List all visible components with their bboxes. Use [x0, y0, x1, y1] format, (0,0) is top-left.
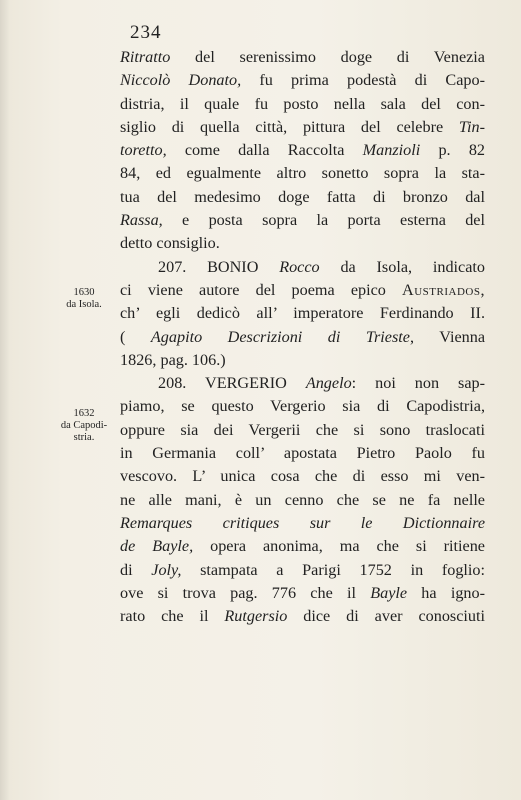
text-segment: distria, il quale fu posto nella sala del con-: [120, 94, 485, 113]
text-line: [120, 349, 485, 372]
text-line-content: [120, 326, 485, 349]
text-segment: ha igno-: [407, 583, 485, 602]
text-line-content: [120, 419, 485, 442]
text-segment: piamo, se questo Vergerio sia di Capodistria,: [120, 397, 485, 416]
text-line: [120, 442, 485, 465]
text-line-content: [120, 302, 485, 325]
text-line: [120, 372, 485, 395]
text-line: [120, 512, 485, 535]
italic-segment: Remarques critiques sur le Dictionnaire: [120, 513, 485, 532]
italic-segment: Bayle: [370, 583, 408, 602]
text-line-content: [120, 442, 485, 465]
text-line: [120, 116, 485, 139]
text-line: [120, 465, 485, 488]
italic-segment: Agapito Descrizioni di Trieste: [150, 327, 410, 346]
text-line: [120, 186, 485, 209]
italic-segment: Tin-: [458, 117, 485, 136]
italic-segment: Rocco: [279, 257, 320, 276]
text-line-content: [120, 139, 485, 162]
text-line: [120, 279, 485, 302]
margin-note-1632: [48, 408, 120, 444]
text-segment: di: [120, 560, 152, 579]
text-line: [120, 232, 485, 255]
text-line-content: [120, 116, 485, 139]
italic-segment: Manzioli: [362, 141, 421, 160]
text-line: [120, 46, 485, 69]
text-line-content: [120, 186, 485, 209]
italic-segment: Niccolò Donato,: [120, 71, 242, 90]
text-line-content: [158, 256, 485, 279]
text-line-content: [120, 395, 485, 418]
margin-note-year: 1632: [73, 408, 95, 419]
text-line: [120, 489, 485, 512]
text-line-content: [120, 46, 485, 69]
margin-note-place: da Capodi-: [60, 420, 108, 431]
text-line: [120, 69, 485, 92]
text-segment: (: [120, 327, 151, 346]
text-segment: rato che il: [120, 607, 225, 626]
text-segment: come dalla Raccolta: [166, 141, 363, 160]
text-segment: detto consiglio.: [120, 234, 220, 253]
text-segment: 208. VERGERIO: [158, 374, 306, 393]
text-line-content: [158, 372, 485, 395]
italic-segment: Rassa,: [120, 211, 163, 230]
text-line-content: [120, 559, 485, 582]
margin-note-place-cont: stria.: [73, 432, 95, 443]
italic-segment: toretto,: [120, 141, 167, 160]
text-line: [120, 582, 485, 605]
text-segment: 1826, pag. 106.): [120, 350, 226, 369]
margin-note-1630: [48, 287, 120, 311]
text-segment: ove si trova pag. 776 che il: [120, 583, 371, 602]
text-line: [120, 302, 485, 325]
text-line-content: [120, 512, 485, 535]
text-line: [120, 559, 485, 582]
text-line-content: [120, 349, 226, 372]
text-line-content: [120, 69, 485, 92]
margin-note-year: 1630: [73, 287, 95, 298]
text-segment: p. 82: [420, 141, 486, 160]
italic-segment: Rutgersio: [224, 607, 288, 626]
text-segment: da Isola, indicato: [319, 257, 486, 276]
text-line-content: [120, 489, 485, 512]
italic-segment: de Bayle,: [120, 537, 194, 556]
italic-segment: Angelo: [305, 374, 352, 393]
text-line: [120, 139, 485, 162]
text-segment: 84, ed egualmente altro sonetto sopra la sta-: [120, 164, 485, 183]
text-segment: in Germania coll’ apostata Pietro Paolo fu: [120, 444, 485, 463]
text-line-content: [120, 535, 485, 558]
text-line-content: [120, 209, 485, 232]
text-line-content: [120, 465, 485, 488]
page-fold-shadow: [0, 0, 10, 800]
text-line: [120, 535, 485, 558]
text-line-content: [120, 279, 485, 302]
text-segment: oppure sia dei Vergerii che si sono traslocati: [120, 420, 485, 439]
text-segment: : noi non sap-: [351, 374, 486, 393]
italic-segment: Ritratto: [120, 48, 171, 66]
text-line: [120, 256, 485, 279]
text-segment: dice di aver conosciuti: [287, 607, 485, 626]
text-segment: 207. BONIO: [158, 257, 280, 276]
text-segment: del serenissimo doge di Venezia: [170, 48, 485, 66]
text-segment: stampata a Parigi 1752 in foglio:: [181, 560, 486, 579]
page-number: 234: [130, 22, 162, 43]
text-line: [120, 326, 485, 349]
text-line-content: [120, 93, 485, 116]
text-segment: , Vienna: [409, 327, 486, 346]
text-segment: opera anonima, ma che si ritiene: [193, 537, 485, 556]
text-segment: tua del medesimo doge fatta di bronzo dal: [120, 187, 485, 206]
text-segment: ne alle mani, è un cenno che se ne fa nelle: [120, 490, 485, 509]
text-segment: siglio di quella città, pittura del celebre: [120, 117, 459, 136]
text-line: [120, 93, 485, 116]
text-line: [120, 419, 485, 442]
text-line-content: [120, 605, 485, 628]
text-line: [120, 395, 485, 418]
text-segment: ch’ egli dedicò all’ imperatore Ferdinando II.: [120, 304, 485, 323]
small-caps-segment: Austriados,: [402, 280, 485, 299]
bleed-through-mark: [50, 148, 110, 158]
text-line-content: [120, 582, 485, 605]
text-line-content: [120, 232, 220, 255]
text-segment: vescovo. L’ unica cosa che di esso mi ven-: [120, 467, 485, 486]
text-line: [120, 605, 485, 628]
italic-segment: Joly,: [151, 560, 182, 579]
text-line: [120, 162, 485, 185]
body-text: [120, 46, 485, 628]
text-line: [120, 209, 485, 232]
margin-note-place: da Isola.: [66, 299, 102, 310]
text-segment: e posta sopra la porta esterna del: [162, 211, 485, 230]
text-segment: ci viene autore del poema epico: [120, 280, 403, 299]
text-segment: fu prima podestà di Capo-: [241, 71, 485, 90]
text-line-content: [120, 162, 485, 185]
